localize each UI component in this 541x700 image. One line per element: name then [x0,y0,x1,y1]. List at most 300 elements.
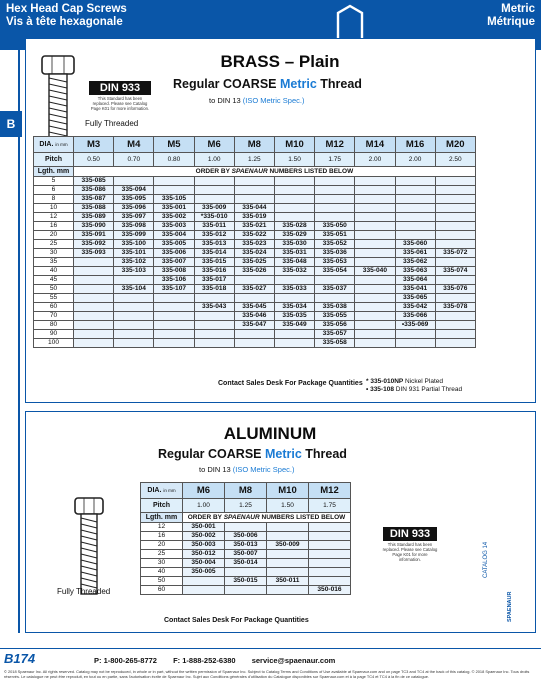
part-number-cell: 335-090 [74,222,114,231]
part-number-cell: 335-021 [234,222,274,231]
part-number-cell [267,532,309,541]
part-number-cell [267,523,309,532]
part-number-cell [395,186,435,195]
table-row [141,550,351,559]
part-number-cell: 335-015 [194,258,234,267]
length-label: Lgth. mm [34,167,74,177]
part-number-cell: 335-104 [114,285,154,294]
contact-line [94,656,335,665]
din-933-note: This Standard has been replaced. Please see Catalog Page K01 for more information. [90,96,150,111]
part-number-cell: 335-008 [154,267,194,276]
part-number-cell [114,330,154,339]
part-number-cell [395,177,435,186]
part-number-cell [234,276,274,285]
part-number-cell [225,523,267,532]
part-number-cell [309,559,351,568]
part-number-cell: 335-019 [234,213,274,222]
part-number-cell: 335-099 [114,231,154,240]
part-number-cell [114,294,154,303]
part-number-cell [274,177,314,186]
part-number-cell [74,321,114,330]
header-metric-en: Metric [501,3,535,15]
legal-text: © 2018 Spaenaur Inc. All rights reserved. Catalog may not be reproduced, in whole or in part, without the written permission of Spaenaur Inc. Subject to Catalog Terms and Conditions of Use available at Spaenaur.com and on page TC3 and TC4 at the back of this catalog. © 2018 Spaenaur Inc. Tous droits réservés. Le catalogue ne peut être reproduit, en tout ou en partie, sans l'autorisation écrite de Spaenaur Inc. Sujet aux Conditions générales d'utilisation du Catalogue disponibles sur Spaenaur.com et à la page TC4 et TC4 à la fin de ce catalogue. [4,669,530,679]
length-value: 30 [141,559,183,568]
table-row [34,195,476,204]
length-value: 6 [34,186,74,195]
part-number-cell [309,577,351,586]
pitch-value: 1.75 [315,153,355,167]
table-row [34,312,476,321]
part-number-cell: 335-055 [315,312,355,321]
catalog-label: CATALOG 14 [483,541,489,578]
part-number-cell [74,285,114,294]
size-header: M16 [395,137,435,153]
part-number-cell [183,577,225,586]
part-number-cell: 335-001 [154,204,194,213]
part-number-cell: 335-027 [234,285,274,294]
fully-threaded-caption: Fully Threaded [85,119,139,128]
part-number-cell [435,222,475,231]
part-number-cell: 335-003 [154,222,194,231]
part-number-cell: *335-010 [194,213,234,222]
part-number-cell [355,204,395,213]
table-row [141,541,351,550]
part-number-cell [194,321,234,330]
part-number-cell: 335-002 [154,213,194,222]
bolt-illustration-icon [73,496,105,598]
part-number-cell [395,339,435,348]
part-number-cell: 335-098 [114,222,154,231]
part-number-cell: 335-044 [234,204,274,213]
part-number-cell [435,204,475,213]
part-number-cell [267,586,309,595]
part-number-cell: 350-011 [267,577,309,586]
part-number-cell: 335-085 [74,177,114,186]
part-number-cell [309,541,351,550]
part-number-cell: 335-052 [315,240,355,249]
part-number-cell [355,222,395,231]
part-number-cell [435,186,475,195]
size-header: M6 [183,483,225,499]
part-number-cell [114,321,154,330]
email-link[interactable]: service@spaenaur.com [251,656,336,665]
part-number-cell: 335-078 [435,303,475,312]
part-number-cell: 335-087 [74,195,114,204]
part-number-cell: 335-096 [114,204,154,213]
part-number-cell: 335-022 [234,231,274,240]
footer-divider [0,648,541,649]
part-number-cell: 335-035 [274,312,314,321]
part-number-cell [194,177,234,186]
part-number-cell [355,276,395,285]
part-number-cell: 350-007 [225,550,267,559]
part-number-cell [435,276,475,285]
sidebar-divider [18,50,20,633]
part-number-cell: 335-016 [194,267,234,276]
part-number-cell [194,330,234,339]
part-number-cell: 335-014 [194,249,234,258]
part-number-cell [274,276,314,285]
table-row [34,285,476,294]
length-value: 25 [34,240,74,249]
part-number-cell [114,339,154,348]
part-number-cell [355,294,395,303]
part-number-cell: 350-001 [183,523,225,532]
part-number-cell [309,523,351,532]
length-value: 20 [34,231,74,240]
part-number-cell: 335-012 [194,231,234,240]
part-number-cell [435,213,475,222]
part-number-cell [74,294,114,303]
pitch-value: 2.00 [395,153,435,167]
length-value: 50 [34,285,74,294]
part-number-cell: 335-013 [194,240,234,249]
part-number-cell: 335-076 [435,285,475,294]
part-number-cell [355,321,395,330]
part-number-cell: •335-069 [395,321,435,330]
part-number-cell [154,177,194,186]
part-number-cell: 335-037 [315,285,355,294]
part-number-cell: 335-072 [435,249,475,258]
part-number-cell [154,186,194,195]
part-number-cell: 335-011 [194,222,234,231]
part-number-cell: 335-053 [315,258,355,267]
table-row [141,577,351,586]
brass-spec: to DIN 13 (ISO Metric Spec.) [209,96,305,105]
part-number-cell [395,222,435,231]
part-number-cell [309,532,351,541]
table-row [34,339,476,348]
part-number-cell: 350-006 [225,532,267,541]
part-number-cell: 350-016 [309,586,351,595]
part-number-cell: 335-007 [154,258,194,267]
note-partial-thread: • 335-108 DIN 931 Partial Thread [366,386,463,393]
part-number-cell [355,258,395,267]
pitch-value: 0.80 [154,153,194,167]
brass-title: BRASS – Plain [220,52,340,71]
part-number-cell: 335-092 [74,240,114,249]
table-row [34,177,476,186]
part-number-cell [154,330,194,339]
length-value: 60 [34,303,74,312]
part-number-cell: 335-034 [274,303,314,312]
part-number-cell [355,240,395,249]
length-value: 5 [34,177,74,186]
table-row [34,186,476,195]
part-number-cell [315,204,355,213]
part-number-cell [274,330,314,339]
table-row [34,204,476,213]
part-number-cell: 335-028 [274,222,314,231]
part-number-cell [435,294,475,303]
size-header: M3 [74,137,114,153]
part-number-cell [114,276,154,285]
table-row [34,249,476,258]
part-number-cell [274,213,314,222]
length-value: 8 [34,195,74,204]
size-header: M4 [114,137,154,153]
part-number-cell: 335-045 [234,303,274,312]
length-value: 45 [34,276,74,285]
part-number-cell: 335-030 [274,240,314,249]
part-number-cell [435,330,475,339]
part-number-cell: 335-036 [315,249,355,258]
table-row [34,276,476,285]
part-number-cell [355,303,395,312]
part-number-cell: 335-023 [234,240,274,249]
part-number-cell [194,186,234,195]
note-nickel-plated: * 335-010NP Nickel Plated [366,378,443,385]
part-number-cell [315,195,355,204]
part-number-cell [435,321,475,330]
order-header: ORDER BY SPAENAUR NUMBERS LISTED BELOW [183,513,351,523]
length-value: 55 [34,294,74,303]
part-number-cell: 335-103 [114,267,154,276]
size-header: M10 [267,483,309,499]
part-number-cell [74,312,114,321]
part-number-cell [194,195,234,204]
part-number-cell [154,339,194,348]
table-row [34,267,476,276]
phone-number: P: 1-800-265-8772 [94,656,157,665]
part-number-cell [355,312,395,321]
part-number-cell: 335-060 [395,240,435,249]
part-number-cell: 350-014 [225,559,267,568]
din-933-badge: DIN 933 [383,527,437,541]
brass-notes [366,378,462,394]
part-number-cell [74,339,114,348]
part-number-cell [309,568,351,577]
part-number-cell [315,294,355,303]
part-number-cell [315,276,355,285]
part-number-cell: 335-061 [395,249,435,258]
dia-label: DIA. in mm [34,137,74,153]
part-number-cell [225,586,267,595]
part-number-cell: 335-095 [114,195,154,204]
pitch-value: 1.00 [194,153,234,167]
table-row [34,231,476,240]
part-number-cell: 335-043 [194,303,234,312]
part-number-cell: 335-032 [274,267,314,276]
part-number-cell [355,285,395,294]
part-number-cell: 335-051 [315,231,355,240]
size-header: M8 [234,137,274,153]
part-number-cell [114,177,154,186]
part-number-cell: 335-057 [315,330,355,339]
part-number-cell: 335-093 [74,249,114,258]
part-number-cell [395,213,435,222]
part-number-cell [194,339,234,348]
part-number-cell: 335-050 [315,222,355,231]
part-number-cell [395,330,435,339]
part-number-cell [274,339,314,348]
part-number-cell [435,339,475,348]
part-number-cell [274,204,314,213]
length-value: 80 [34,321,74,330]
pitch-value: 1.75 [309,499,351,513]
part-number-cell: 335-058 [315,339,355,348]
fully-threaded-caption: Fully Threaded [57,587,111,596]
table-row [34,321,476,330]
pitch-value: 1.25 [234,153,274,167]
pitch-value: 2.00 [355,153,395,167]
length-value: 16 [141,532,183,541]
pitch-label: Pitch [34,153,74,167]
part-number-cell [274,195,314,204]
table-row [34,258,476,267]
part-number-cell [194,312,234,321]
pitch-value: 1.25 [225,499,267,513]
part-number-cell [395,231,435,240]
aluminum-subtitle: Regular COARSE Metric Thread [158,447,347,461]
part-number-cell [355,213,395,222]
part-number-cell: 335-004 [154,231,194,240]
aluminum-contact: Contact Sales Desk For Package Quantities [164,617,309,624]
part-number-cell: 335-047 [234,321,274,330]
part-number-cell: 335-094 [114,186,154,195]
part-number-cell: 350-013 [225,541,267,550]
part-number-cell: 335-065 [395,294,435,303]
part-number-cell [154,303,194,312]
length-value: 60 [141,586,183,595]
brand-logo: SPAENAUR [507,591,513,622]
order-header: ORDER BY SPAENAUR NUMBERS LISTED BELOW [74,167,476,177]
part-number-cell [315,213,355,222]
part-number-cell [234,294,274,303]
part-number-cell: 335-105 [154,195,194,204]
aluminum-table [140,482,351,595]
table-row [141,568,351,577]
table-row [141,523,351,532]
part-number-cell: 335-064 [395,276,435,285]
part-number-cell [74,267,114,276]
table-row [34,240,476,249]
size-header: M8 [225,483,267,499]
part-number-cell [234,195,274,204]
part-number-cell: 350-012 [183,550,225,559]
aluminum-spec: to DIN 13 (ISO Metric Spec.) [199,465,295,474]
part-number-cell: 350-002 [183,532,225,541]
part-number-cell [154,294,194,303]
part-number-cell [355,249,395,258]
part-number-cell [154,312,194,321]
part-number-cell: 335-100 [114,240,154,249]
part-number-cell: 335-033 [274,285,314,294]
part-number-cell: 335-024 [234,249,274,258]
part-number-cell: 335-041 [395,285,435,294]
part-number-cell: 335-091 [74,231,114,240]
length-value: 35 [34,258,74,267]
length-value: 30 [34,249,74,258]
din-933-note: This Standard has been replaced. Please see Catalog Page K01 for more information. [382,542,438,562]
part-number-cell: 335-089 [74,213,114,222]
part-number-cell: 335-018 [194,285,234,294]
part-number-cell: 350-005 [183,568,225,577]
part-number-cell [183,586,225,595]
header-metric-fr: Métrique [487,16,535,28]
length-label: Lgth. mm [141,513,183,523]
size-header: M20 [435,137,475,153]
length-value: 20 [141,541,183,550]
size-header: M6 [194,137,234,153]
length-value: 12 [34,213,74,222]
part-number-cell [234,330,274,339]
table-row [141,586,351,595]
part-number-cell: 335-062 [395,258,435,267]
part-number-cell [355,330,395,339]
part-number-cell [225,568,267,577]
part-number-cell [395,195,435,204]
part-number-cell: 335-106 [154,276,194,285]
part-number-cell [74,330,114,339]
part-number-cell [435,258,475,267]
part-number-cell: 335-005 [154,240,194,249]
section-tab-b[interactable]: B [0,111,22,137]
table-row [141,559,351,568]
length-value: 100 [34,339,74,348]
part-number-cell [274,294,314,303]
part-number-cell: 335-026 [234,267,274,276]
part-number-cell: 335-066 [395,312,435,321]
part-number-cell [309,550,351,559]
part-number-cell [267,568,309,577]
part-number-cell [435,312,475,321]
part-number-cell: 335-049 [274,321,314,330]
length-value: 50 [141,577,183,586]
part-number-cell [274,186,314,195]
header-title-en: Hex Head Cap Screws [6,3,127,15]
part-number-cell: 335-102 [114,258,154,267]
part-number-cell: 335-048 [274,258,314,267]
length-value: 70 [34,312,74,321]
pitch-value: 0.70 [114,153,154,167]
size-header: M12 [315,137,355,153]
table-row [141,532,351,541]
part-number-cell [315,177,355,186]
part-number-cell [194,294,234,303]
part-number-cell [234,177,274,186]
part-number-cell: 350-009 [267,541,309,550]
part-number-cell [234,339,274,348]
length-value: 10 [34,204,74,213]
part-number-cell: 335-088 [74,204,114,213]
part-number-cell: 335-086 [74,186,114,195]
part-number-cell: 350-003 [183,541,225,550]
part-number-cell: 335-056 [315,321,355,330]
part-number-cell [154,321,194,330]
part-number-cell: 335-046 [234,312,274,321]
part-number-cell: 335-038 [315,303,355,312]
aluminum-title: ALUMINUM [223,424,317,443]
part-number-cell: 335-054 [315,267,355,276]
part-number-cell [355,195,395,204]
size-header: M12 [309,483,351,499]
part-number-cell [234,186,274,195]
part-number-cell: 350-004 [183,559,225,568]
fax-number: F: 1-888-252-6380 [173,656,236,665]
length-value: 40 [141,568,183,577]
part-number-cell: 335-074 [435,267,475,276]
pitch-value: 1.50 [274,153,314,167]
page-number: B174 [4,651,36,666]
part-number-cell [355,186,395,195]
size-header: M5 [154,137,194,153]
part-number-cell [114,312,154,321]
table-row [34,222,476,231]
brass-table [33,136,476,348]
pitch-value: 1.50 [267,499,309,513]
part-number-cell [267,559,309,568]
